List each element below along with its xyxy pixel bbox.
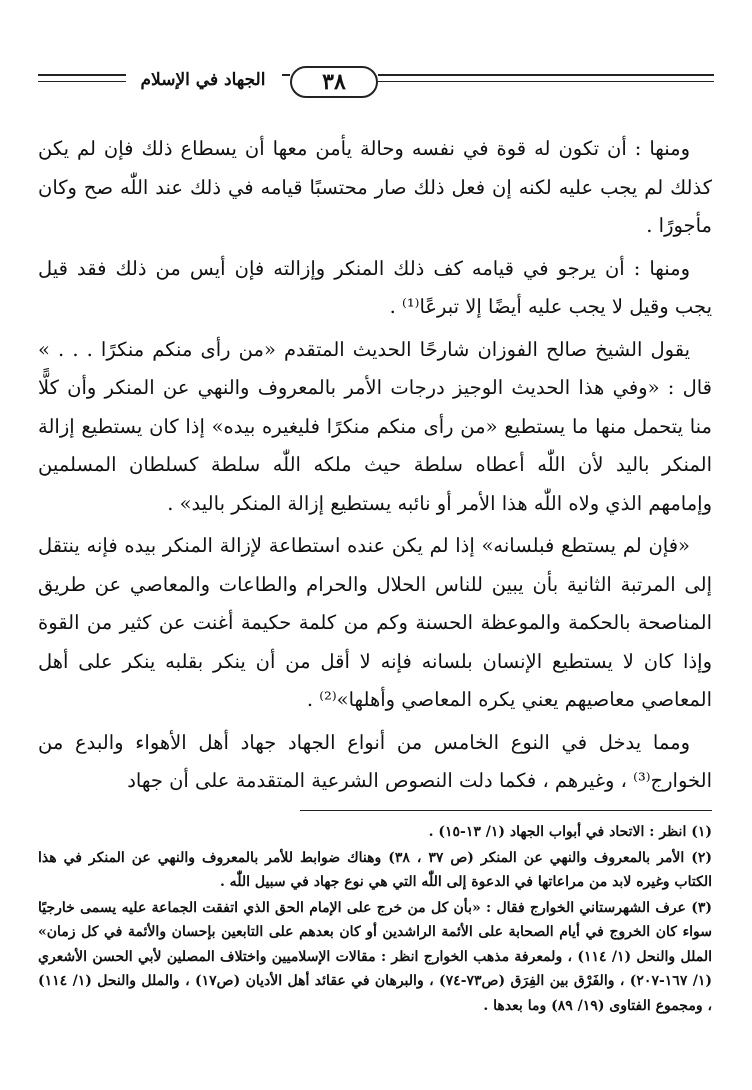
footnote: (١) انظر : الاتحاد في أبواب الجهاد (١/ ١٣-١٥) .	[428, 824, 712, 840]
paragraph: ومنها : أن يرجو في قيامه كف ذلك المنكر وإزالته فإن أيس من ذلك فقد قيل يجب وقيل لا يجب عليه أيضًا إلا تبرعًا⁽¹⁾ .	[38, 256, 712, 318]
footnotes	[38, 820, 712, 1019]
main-text	[38, 130, 712, 801]
header-rule-left-top	[38, 74, 126, 76]
paragraph: ومنها : أن تكون له قوة في نفسه وحالة يأمن معها أن يسطاع ذلك فإن لم يكن كذلك لم يجب عليه لكنه إن فعل ذلك صار محتسبًا قيامه في ذلك عند اللّٰه صح وكان مأجورًا .	[38, 137, 712, 237]
header-rule-left-bottom	[38, 81, 126, 82]
header-rule-right-top	[378, 74, 714, 76]
footnote: (٣) عرف الشهرستاني الخوارج فقال : «بأن كل من خرج على الإمام الحق الذي اتفقت الجماعة عليه يسمى خارجيًا سواء كان الخروج في أيام الصحابة على الأئمة الراشدين أو كان بعدهم على التابعين بإحسان والأئمة في كل زمان» الملل والنحل (١/ ١١٤) ، ولمعرفة مذهب الخوارج انظر : مقالات الإسلاميين واختلاف المصلين لأبي الحسن الأشعري (١/ ١٦٧-٢٠٧) ، والفَرْق بين الفِرَق (ص٧٣-٧٤) ، والبرهان في عقائد أهل الأديان (ص١٧) ، والملل والنحل (١/ ١١٤) ، ومجموع الفتاوى (١٩/ ٨٩) وما بعدها .	[38, 899, 713, 1014]
page-header	[38, 62, 714, 102]
header-rule-mid-left	[282, 74, 290, 76]
header-rule-right-bottom	[378, 81, 714, 82]
paragraph: يقول الشيخ صالح الفوزان شارحًا الحديث المتقدم «من رأى منكم منكرًا . . . » قال : «وفي هذا الحديث الوجيز درجات الأمر بالمعروف والنهي عن المنكر وأن كلًّا منا يتحمل منها ما يستطيع «من رأى منكم منكرًا فليغيره بيده» إذا كان يستطيع إزالة المنكر باليد لأن اللّٰه أعطاه سلطة حيث ملكه اللّٰه سلطة كسلطان المسلمين وإمامهم الذي ولاه اللّٰه هذا الأمر أو نائبه يستطيع إزالة المنكر باليد» .	[38, 337, 712, 515]
footnote-separator	[300, 810, 712, 811]
page-number: ٣٨	[290, 66, 378, 98]
paragraph: ومما يدخل في النوع الخامس من أنواع الجهاد جهاد أهل الأهواء والبدع من الخوارج⁽³⁾ ، وغيرهم ، فكما دلت النصوص الشرعية المتقدمة على أن جهاد	[38, 730, 712, 792]
footnote: (٢) الأمر بالمعروف والنهي عن المنكر (ص ٣٧ ، ٣٨) وهناك ضوابط للأمر بالمعروف والنهي عن المنكر في هذا الكتاب وغيره لابد من مراعاتها في الدعوة إلى اللّٰه التي هي نوع جهاد في سبيل اللّٰه .	[38, 849, 712, 890]
paragraph: «فإن لم يستطع فبلسانه» إذا لم يكن عنده استطاعة لإزالة المنكر بيده فإنه ينتقل إلى المرتبة الثانية بأن يبين للناس الحلال والحرام والطاعات والمعاصي عن طريق المناصحة بالحكمة والموعظة الحسنة وكم من كلمة حكيمة أغنت عن كثير من القوة وإذا كان لا يستطيع الإنسان بلسانه فإنه لا أقل من أن ينكر بقلبه ينكر على أهل المعاصي معاصيهم يعني يكره المعاصي وأهلها»⁽²⁾ .	[38, 534, 712, 711]
running-title: الجهاد في الإسلام	[140, 70, 266, 90]
